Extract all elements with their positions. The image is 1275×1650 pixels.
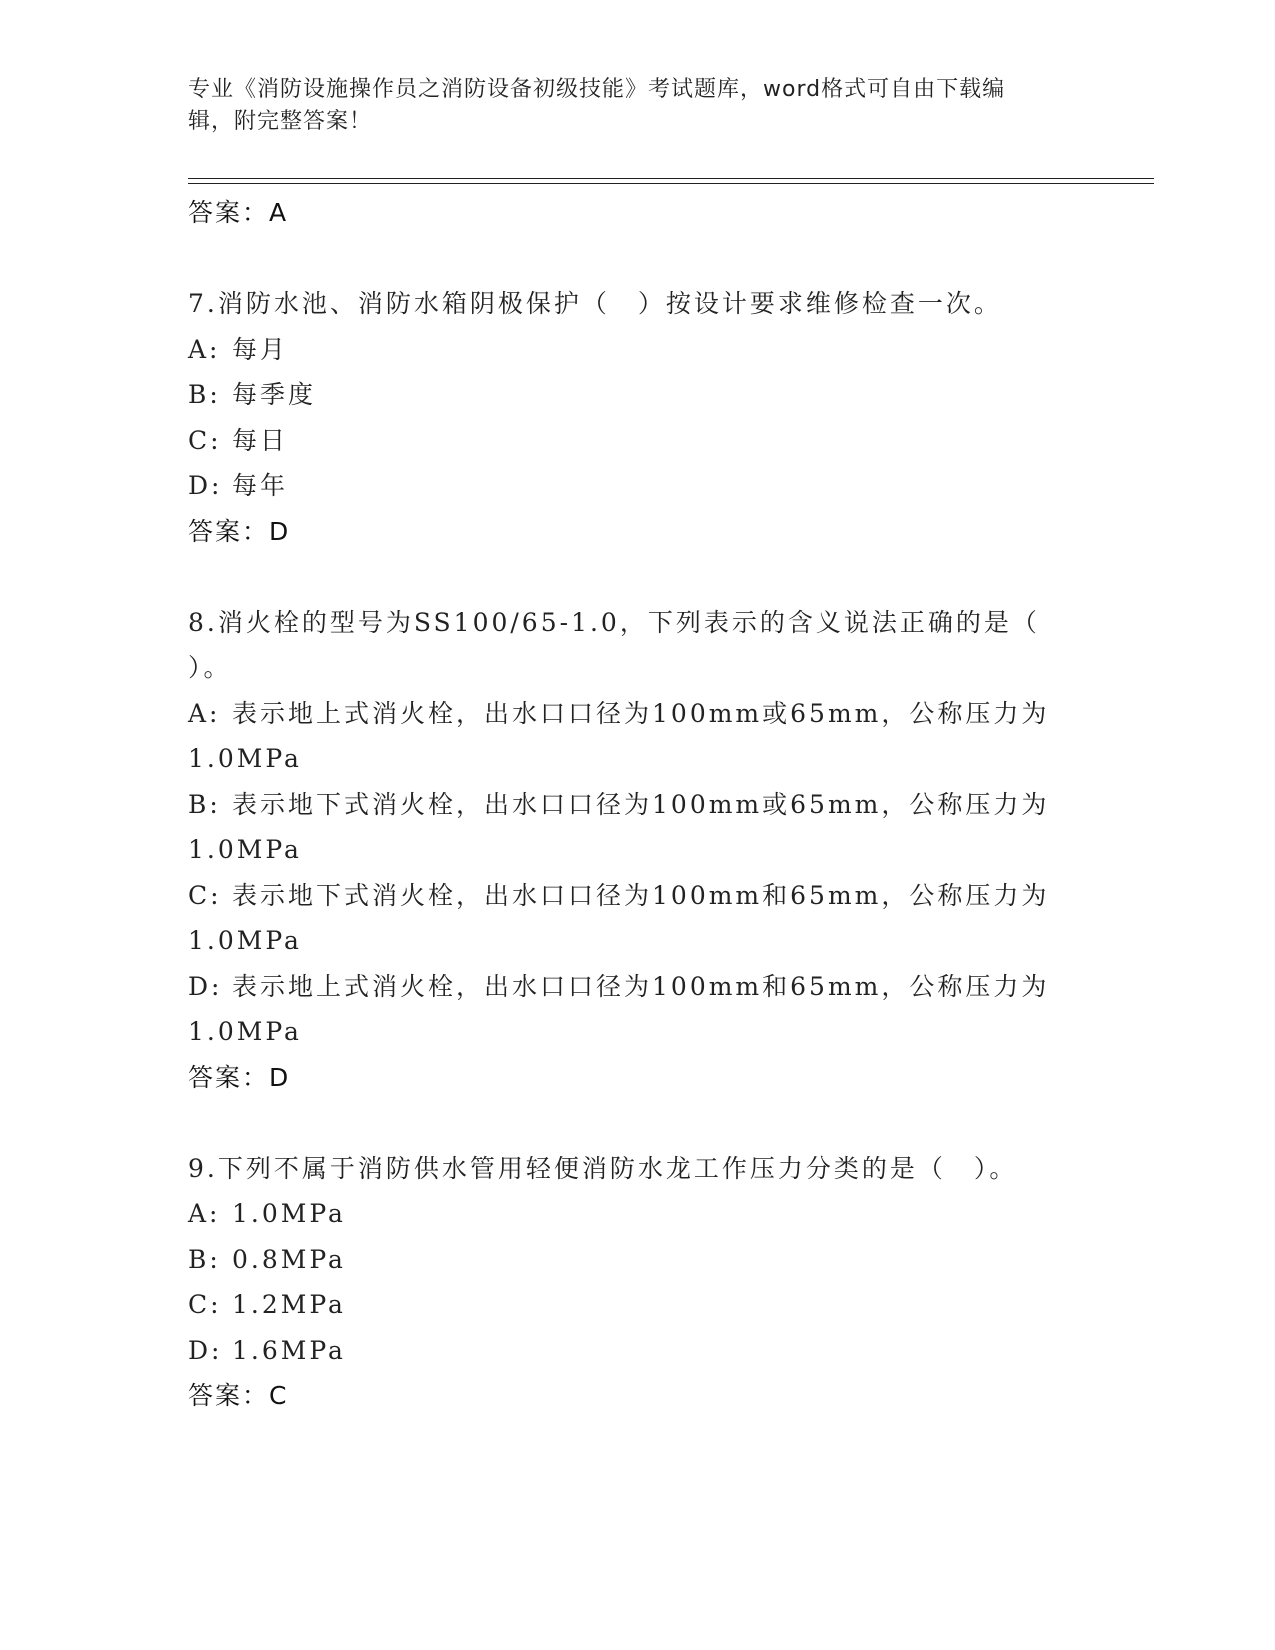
document-header [188,74,1068,138]
answer: 答案：D [188,1062,291,1092]
option-b [188,782,1088,828]
previous-answer: 答案：A [188,198,289,227]
answer: 答案：D [188,516,291,546]
spacer [188,554,1088,600]
question-list [188,190,1088,1419]
option-text: 每年 [232,471,289,500]
question-9 [188,1146,1088,1419]
option-label: B: [188,1244,221,1274]
question-stem: 8.消火栓的型号为SS100/65-1.0，下列表示的含义说法正确的是（ [188,607,1040,637]
option-label: B: [188,380,221,409]
option-text: 每月 [232,334,289,364]
option-b [188,372,1088,418]
header-line-1: 专业《消防设施操作员之消防设备初级技能》考试题库，word格式可自由下载编 [188,77,1006,102]
option-label: C: [188,1290,222,1319]
option-text: 表示地下式消火栓，出水口口径为100mm和65mm，公称压力为 [232,880,1050,910]
option-text: 1.2MPa [232,1290,346,1319]
question-stem: 7.消防水池、消防水箱阴极保护（ ）按设计要求维修检查一次。 [188,289,1002,318]
option-text: 1.0MPa [232,1199,346,1228]
option-text: 0.8MPa [232,1244,346,1274]
option-a [188,691,1088,737]
option-text: 表示地上式消火栓，出水口口径为100mm和65mm，公称压力为 [232,971,1050,1001]
option-text: 表示地下式消火栓，出水口口径为100mm或65mm，公称压力为 [232,789,1050,819]
option-c-continued: 1.0MPa [188,926,302,955]
option-label: D: [188,471,223,500]
option-label: D: [188,1335,223,1365]
spacer [188,236,1088,282]
question-8 [188,600,1088,1101]
question-7 [188,281,1088,554]
option-a [188,327,1088,373]
option-a [188,1191,1088,1237]
option-label: D: [188,971,223,1001]
header-rule-bottom [188,183,1154,184]
option-label: A: [188,1199,221,1228]
option-label: C: [188,880,222,910]
spacer [188,1100,1088,1146]
option-c [188,873,1088,919]
option-d [188,1328,1088,1374]
option-c [188,1282,1088,1328]
question-stem: 9.下列不属于消防供水管用轻便消防水龙工作压力分类的是（ ）。 [188,1153,1018,1183]
option-text: 1.6MPa [232,1335,346,1365]
option-label: B: [188,789,221,819]
option-text: 表示地上式消火栓，出水口口径为100mm或65mm，公称压力为 [232,698,1050,728]
option-label: A: [188,334,221,364]
header-rule-top [188,178,1154,179]
option-d [188,463,1088,509]
answer: 答案：C [188,1381,289,1410]
option-d [188,964,1088,1010]
option-d-continued: 1.0MPa [188,1017,302,1046]
option-label: A: [188,698,221,728]
option-c [188,418,1088,464]
option-text: 每日 [232,425,289,455]
option-b-continued: 1.0MPa [188,835,302,864]
question-stem-continued: ）。 [188,653,232,682]
option-label: C: [188,425,222,455]
header-line-2: 辑，附完整答案！ [188,109,373,134]
option-text: 每季度 [232,380,317,409]
option-a-continued: 1.0MPa [188,744,302,773]
option-b [188,1237,1088,1283]
